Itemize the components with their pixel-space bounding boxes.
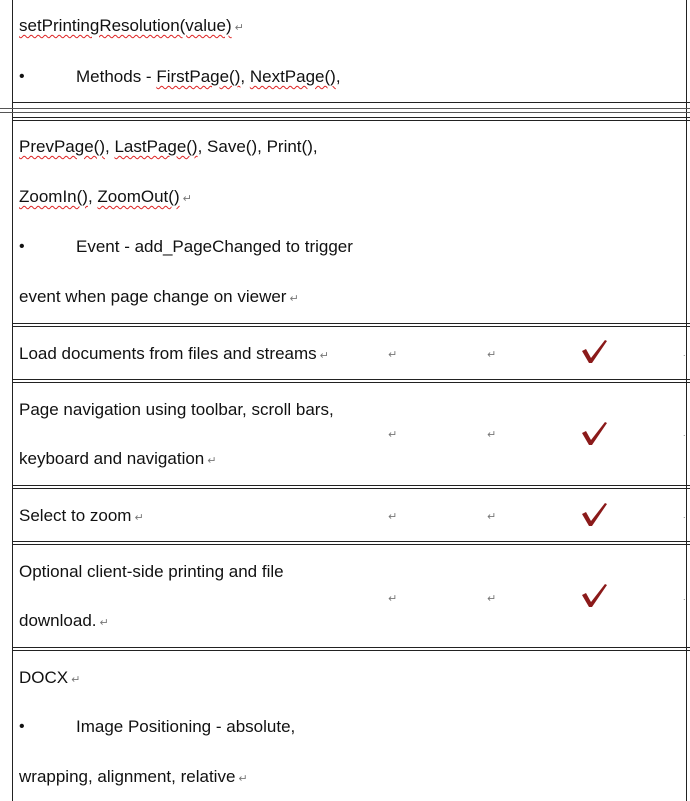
row-border (12, 102, 690, 103)
row-border (12, 379, 690, 380)
row-border (12, 488, 690, 489)
feature-label: keyboard and navigation ↵ (19, 449, 217, 468)
section-heading: DOCX ↵ (19, 668, 81, 687)
doc-line: wrapping, alignment, relative ↵ (19, 767, 248, 786)
cell-mark: ↵ (487, 593, 497, 605)
row-border (12, 485, 690, 486)
row-border (12, 650, 690, 651)
bullet: • (19, 718, 25, 735)
row-border (12, 541, 690, 542)
cell-mark: ↵ (487, 429, 497, 441)
feature-label: Select to zoom ↵ (19, 506, 144, 525)
row-border (12, 647, 690, 648)
row-border (12, 323, 690, 324)
row-border (12, 117, 690, 118)
bullet: • (19, 238, 25, 255)
check-icon (580, 338, 608, 364)
check-icon (580, 582, 608, 608)
row-border (12, 326, 690, 327)
row-border (12, 120, 690, 121)
doc-line: event when page change on viewer ↵ (19, 287, 299, 306)
page-break (0, 104, 690, 118)
cell-mark: ↵ (487, 349, 497, 361)
cell-mark: ↵ (388, 349, 398, 361)
cell-mark: ↵ (487, 511, 497, 523)
doc-line: Methods - FirstPage(), NextPage(), (76, 67, 341, 86)
check-icon (580, 501, 608, 527)
doc-line: Image Positioning - absolute, (76, 717, 296, 736)
feature-label: download. ↵ (19, 611, 109, 630)
feature-label: Load documents from files and streams ↵ (19, 344, 329, 363)
bullet: • (19, 68, 25, 85)
cell-mark: ↵ (388, 511, 398, 523)
check-icon (580, 420, 608, 446)
doc-line: setPrintingResolution(value) ↵ (19, 16, 244, 35)
doc-line: PrevPage(), LastPage(), Save(), Print(), (19, 137, 318, 156)
doc-line: Event - add_PageChanged to trigger (76, 237, 353, 256)
doc-line: ZoomIn(), ZoomOut() ↵ (19, 187, 192, 206)
cell-mark: ↵ (388, 593, 398, 605)
feature-label: Page navigation using toolbar, scroll bars, (19, 400, 334, 419)
row-border (12, 544, 690, 545)
feature-label: Optional client-side printing and file (19, 562, 284, 581)
cell-mark: ↵ (388, 429, 398, 441)
row-border (12, 382, 690, 383)
